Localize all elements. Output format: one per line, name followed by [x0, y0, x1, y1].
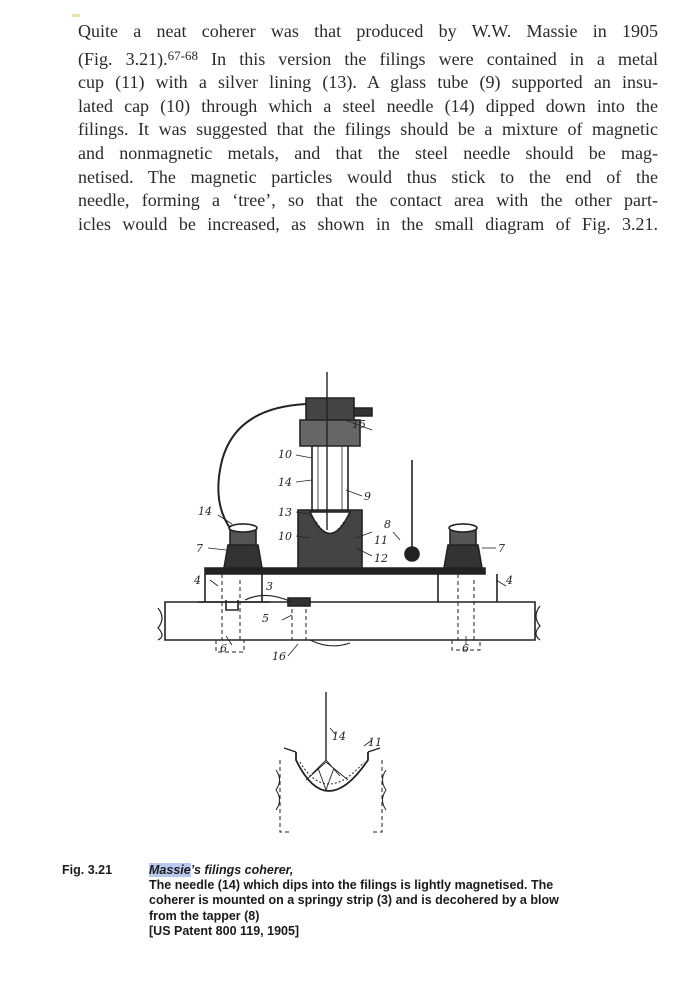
part-number: 11 [374, 534, 388, 547]
highlighted-text: Massie [149, 863, 191, 877]
caption-line: coherer is mounted on a springy strip (3) and is decohered by a blow [149, 893, 559, 908]
part-number: 11 [368, 736, 382, 749]
text-line: and nonmagnetic metals, and that the steel needle should be mag- [78, 142, 658, 163]
text-fragment: In this version the filings were contained in a metal [197, 48, 659, 69]
part-number: 15 [352, 418, 366, 431]
text-line: needle, forming a ‘tree’, so that the contact area with the other part- [78, 190, 658, 211]
text-line: icles would be increased, as shown in the small diagram of Fig. 3.21. [78, 213, 658, 234]
part-number: 5 [262, 612, 269, 625]
part-number: 14 [198, 505, 212, 518]
figure-caption [149, 863, 669, 939]
part-number: 10 [278, 448, 292, 461]
figure-number: Fig. 3.21 [62, 863, 113, 877]
part-number: 4 [506, 574, 513, 587]
text-fragment: (Fig. 3.21). [78, 48, 168, 69]
text-line: lated cap (10) through which a steel needle (14) dipped down into the [78, 95, 658, 116]
part-number: 6 [220, 642, 227, 655]
part-number: 8 [384, 518, 391, 531]
part-number: 10 [278, 530, 292, 543]
text-line: filings. It was suggested that the filings should be a mixture of magnetic [78, 119, 658, 140]
part-number: 12 [374, 552, 388, 565]
part-number: 9 [364, 490, 371, 503]
citation-superscript: 67-68 [167, 47, 198, 63]
text-line: netised. The magnetic particles would thus stick to the end of the [78, 166, 658, 187]
part-number: 6 [462, 642, 469, 655]
part-number: 16 [272, 650, 286, 663]
part-number: 7 [498, 542, 505, 555]
text-line: Quite a neat coherer was that produced by W.W. Massie in 1905 [78, 21, 658, 41]
caption-line: from the tapper (8) [149, 908, 260, 923]
part-number: 3 [266, 580, 273, 593]
caption-line: The needle (14) which dips into the filings is lightly magnetised. The [149, 878, 554, 893]
part-number: 14 [332, 730, 346, 743]
part-number: 4 [194, 574, 201, 587]
part-number: 13 [278, 506, 292, 519]
text-line: cup (11) with a silver lining (13). A glass tube (9) supported an insu- [78, 72, 658, 93]
part-number: 7 [196, 542, 203, 555]
caption-line: [US Patent 800 119, 1905] [149, 923, 300, 938]
caption-title-rest: ’s filings coherer, [190, 863, 294, 877]
caption-title [149, 863, 669, 878]
part-number: 14 [278, 476, 292, 489]
